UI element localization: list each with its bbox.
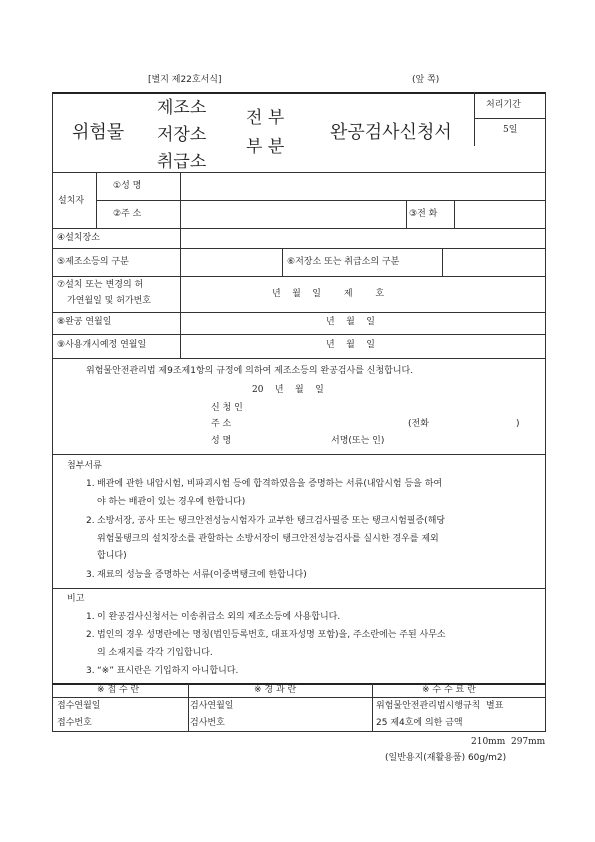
application-date[interactable]: 20 년 월 일 bbox=[252, 385, 324, 395]
address-field[interactable] bbox=[182, 202, 404, 226]
attachment-3-number: 3. bbox=[86, 570, 95, 580]
fee-line2: 25 제4호에 의한 금액 bbox=[376, 718, 463, 728]
use-start-label: ⑨사용개시예정 연월일 bbox=[57, 340, 147, 350]
remark-1-line1: 이 완공검사신청서는 이송취급소 외의 제조소등에 사용합니다. bbox=[97, 612, 341, 622]
attachment-3-line1: 재료의 성능을 증명하는 서류(이중벽탱크에 한합니다) bbox=[97, 570, 307, 580]
installer-label: 설치자 bbox=[58, 196, 85, 206]
progress-header: ※ 경 과 란 bbox=[254, 685, 297, 695]
remark-1-number: 1. bbox=[86, 612, 95, 622]
remarks-heading: 비고 bbox=[67, 594, 85, 604]
title-main: 위험물 bbox=[72, 122, 125, 143]
attachment-2-number: 2. bbox=[86, 516, 95, 526]
storage-type-field[interactable] bbox=[444, 250, 544, 274]
completion-value[interactable]: 년 월 일 bbox=[326, 317, 375, 327]
scope-full: 전 부 bbox=[246, 108, 285, 128]
attachment-1-line2: 야 하는 배관이 있는 경우에 한합니다) bbox=[97, 497, 246, 507]
remark-2-line1: 법인의 경우 성명란에는 명칭(법인등록번호, 대표자성명 포함)을, 주소란에는 주된 사무소 bbox=[97, 630, 446, 640]
attachments-heading: 첨부서류 bbox=[67, 461, 102, 471]
remark-2-number: 2. bbox=[86, 630, 95, 640]
facility-type-3: 취급소 bbox=[157, 152, 207, 172]
application-statement: 위험물안전관리법 제9조제1항의 규정에 의하여 제조소등의 완공검사를 신청합니다. bbox=[86, 366, 414, 376]
reception-date-label: 접수연월일 bbox=[57, 701, 101, 711]
attachment-1-number: 1. bbox=[86, 479, 95, 489]
attachment-2-line3: 합니다) bbox=[97, 551, 127, 561]
address-label: ②주 소 bbox=[113, 209, 142, 219]
inspection-number-label: 검사번호 bbox=[190, 718, 225, 728]
applicant-address-label: 주 소 bbox=[211, 419, 232, 429]
form-title: 완공검사신청서 bbox=[330, 122, 452, 143]
mfg-type-label: ⑤제조소등의 구분 bbox=[57, 257, 129, 267]
page-side-label: (앞 쪽) bbox=[412, 75, 440, 85]
attachment-2-line2: 위험물탱크의 설치장소를 관할하는 소방서장이 탱크안전성능검사를 실시한 경우를 제외 bbox=[97, 534, 439, 544]
reception-number-label: 접수번호 bbox=[57, 718, 92, 728]
processing-period-label: 처리기간 bbox=[486, 100, 521, 110]
phone-label: ③전 화 bbox=[409, 209, 438, 219]
use-start-value[interactable]: 년 월 일 bbox=[326, 340, 375, 350]
applicant-phone-close: ) bbox=[516, 419, 520, 429]
paper-type: (일반용지(재활용품) 60g/m2) bbox=[385, 753, 507, 763]
form-number: [별지 제22호서식] bbox=[148, 75, 222, 85]
applicant-name-label: 성 명 bbox=[211, 436, 232, 446]
fee-line1: 위험물안전관리법시행규칙 별표 bbox=[376, 701, 504, 711]
facility-type-2: 저장소 bbox=[157, 125, 207, 145]
scope-partial: 부 분 bbox=[246, 137, 285, 157]
applicant-label: 신 청 인 bbox=[211, 403, 243, 413]
paper-size: 210mm 297mm bbox=[471, 737, 546, 747]
facility-type-1: 제조소 bbox=[157, 98, 207, 118]
location-field[interactable] bbox=[182, 230, 544, 246]
reception-header: ※ 접 수 란 bbox=[97, 685, 140, 695]
remark-2-line2: 의 소재지를 각각 기입합니다. bbox=[97, 648, 213, 658]
signature-label: 서명(또는 인) bbox=[331, 436, 385, 446]
remark-3-number: 3. bbox=[86, 666, 95, 676]
remark-3-line1: “※” 표시란은 기입하지 아니합니다. bbox=[97, 666, 239, 676]
phone-field[interactable] bbox=[456, 202, 544, 226]
fee-header: ※ 수 수 료 란 bbox=[422, 685, 476, 695]
inspection-date-label: 검사연월일 bbox=[190, 701, 234, 711]
attachment-2-line1: 소방서장, 공사 또는 탱크안전성능시험자가 교부한 탱크검사필증 또는 탱크시험필증(해당 bbox=[97, 516, 446, 526]
applicant-phone-label: (전화 bbox=[408, 419, 429, 429]
attachment-1-line1: 배관에 관한 내압시험, 비파괴시험 등에 합격하였음을 증명하는 서류(내압시험 등을 하여 bbox=[97, 479, 443, 489]
mfg-type-field[interactable] bbox=[182, 250, 280, 274]
completion-label: ⑧완공 연월일 bbox=[57, 317, 112, 327]
name-field[interactable] bbox=[182, 174, 544, 198]
storage-type-label: ⑥저장소 또는 취급소의 구분 bbox=[287, 257, 400, 267]
permit-label-line2: 가연월일 및 허가번호 bbox=[67, 296, 151, 306]
permit-label-line1: ⑦설치 또는 변경의 허 bbox=[57, 280, 144, 290]
processing-period-value: 5일 bbox=[503, 125, 518, 135]
name-label: ①성 명 bbox=[113, 181, 142, 191]
location-label: ④설치장소 bbox=[57, 233, 100, 243]
permit-value[interactable]: 년 월 일 제 호 bbox=[272, 289, 385, 299]
